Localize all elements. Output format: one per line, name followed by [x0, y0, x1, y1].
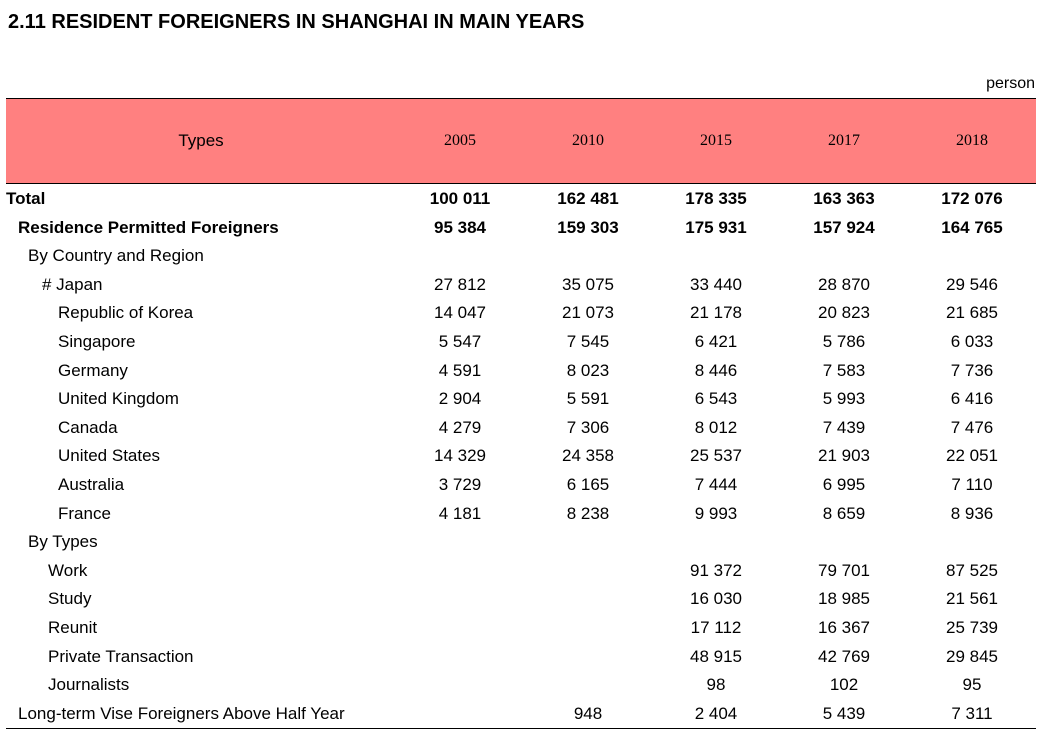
table-title: 2.11 RESIDENT FOREIGNERS IN SHANGHAI IN MAIN YEARS	[8, 11, 585, 33]
cell-2018: 7 736	[950, 360, 994, 380]
row-label: Australia	[58, 474, 125, 494]
cell-2018: 7 110	[951, 474, 993, 494]
cell-2015: 16 030	[690, 589, 742, 609]
cell-2017: 7 439	[822, 417, 866, 437]
cell-2015: 6 421	[694, 331, 738, 351]
table-body	[6, 185, 1036, 728]
table-row	[6, 185, 1036, 214]
cell-2015: 2 404	[694, 703, 738, 723]
cell-2005: 4 181	[438, 503, 482, 523]
cell-2017: 8 659	[822, 503, 866, 523]
cell-2010: 21 073	[562, 303, 614, 323]
row-label: Long-term Vise Foreigners Above Half Year	[18, 703, 345, 723]
row-label: Canada	[58, 417, 118, 437]
cell-2010: 7 545	[566, 331, 610, 351]
table-row	[6, 357, 1036, 386]
cell-2017: 42 769	[818, 646, 870, 666]
row-label: By Country and Region	[28, 246, 204, 266]
cell-2010: 7 306	[566, 417, 610, 437]
table-row	[6, 442, 1036, 471]
table-row	[6, 271, 1036, 300]
table-row	[6, 671, 1036, 700]
cell-2010: 159 303	[557, 217, 619, 237]
cell-2005: 14 047	[434, 303, 486, 323]
row-label: Singapore	[58, 331, 136, 351]
cell-2010: 8 023	[566, 360, 610, 380]
cell-2005: 4 591	[438, 360, 482, 380]
cell-2005: 5 547	[438, 331, 482, 351]
cell-2017: 6 995	[822, 474, 866, 494]
unit-label: person	[986, 75, 1035, 92]
cell-2017: 157 924	[813, 217, 875, 237]
cell-2018: 7 311	[951, 703, 993, 723]
header-year-2018: 2018	[956, 132, 988, 149]
cell-2017: 163 363	[813, 189, 875, 208]
row-label: United States	[58, 446, 161, 466]
cell-2005: 95 384	[434, 217, 486, 237]
cell-2017: 79 701	[818, 560, 870, 580]
row-label: Journalists	[48, 675, 130, 695]
cell-2018: 25 739	[946, 617, 998, 637]
cell-2010: 5 591	[566, 389, 610, 409]
row-label: Private Transaction	[48, 646, 194, 666]
table-row	[6, 299, 1036, 328]
cell-2017: 16 367	[818, 617, 870, 637]
table-row	[6, 700, 1036, 729]
row-label: Study	[48, 589, 92, 609]
cell-2018: 29 845	[946, 646, 998, 666]
cell-2018: 22 051	[946, 446, 998, 466]
cell-2015: 33 440	[690, 274, 742, 294]
cell-2018: 29 546	[946, 274, 998, 294]
cell-2017: 21 903	[818, 446, 870, 466]
header-year-2015: 2015	[700, 132, 732, 149]
table-row	[6, 614, 1036, 643]
cell-2018: 6 416	[950, 389, 994, 409]
cell-2015: 175 931	[685, 217, 747, 237]
cell-2017: 102	[829, 675, 859, 695]
cell-2015: 21 178	[690, 303, 742, 323]
row-label: Work	[48, 560, 88, 580]
cell-2018: 6 033	[950, 331, 994, 351]
row-label: Reunit	[48, 617, 98, 637]
cell-2015: 178 335	[685, 189, 747, 208]
cell-2018: 21 685	[946, 303, 998, 323]
header-types: Types	[178, 131, 224, 150]
cell-2015: 48 915	[690, 646, 742, 666]
cell-2015: 98	[706, 675, 726, 695]
cell-2017: 5 786	[822, 331, 866, 351]
cell-2017: 20 823	[818, 303, 870, 323]
table-row	[6, 414, 1036, 443]
cell-2010: 8 238	[566, 503, 610, 523]
cell-2005: 27 812	[434, 274, 486, 294]
cell-2018: 95	[962, 675, 982, 695]
header-year-2010: 2010	[572, 132, 604, 149]
cell-2018: 8 936	[950, 503, 994, 523]
cell-2005: 4 279	[438, 417, 482, 437]
cell-2005: 100 011	[429, 189, 491, 208]
cell-2015: 9 993	[694, 503, 738, 523]
cell-2015: 91 372	[690, 560, 742, 580]
cell-2005: 2 904	[438, 389, 482, 409]
cell-2010: 6 165	[566, 474, 610, 494]
row-label: Germany	[58, 360, 128, 380]
cell-2015: 25 537	[690, 446, 742, 466]
table-row	[6, 500, 1036, 529]
table-row	[6, 528, 1036, 557]
cell-2005: 3 729	[438, 474, 482, 494]
table-row	[6, 585, 1036, 614]
row-label: Residence Permitted Foreigners	[18, 217, 279, 237]
table-header	[6, 98, 1036, 184]
cell-2017: 28 870	[818, 274, 870, 294]
row-label: # Japan	[42, 274, 103, 294]
cell-2005: 14 329	[434, 446, 486, 466]
cell-2018: 7 476	[950, 417, 994, 437]
cell-2010: 24 358	[562, 446, 614, 466]
table-row	[6, 557, 1036, 586]
table-row	[6, 385, 1036, 414]
cell-2017: 18 985	[818, 589, 870, 609]
cell-2010: 162 481	[557, 189, 619, 208]
cell-2017: 5 439	[822, 703, 866, 723]
cell-2017: 7 583	[822, 360, 866, 380]
table-row	[6, 471, 1036, 500]
header-year-2017: 2017	[828, 132, 860, 149]
table-row	[6, 328, 1036, 357]
header-year-2005: 2005	[444, 132, 476, 149]
cell-2015: 8 012	[694, 417, 738, 437]
table-row	[6, 242, 1036, 271]
table-row	[6, 214, 1036, 243]
cell-2015: 17 112	[690, 617, 742, 637]
row-label: United Kingdom	[58, 389, 179, 409]
cell-2018: 164 765	[941, 217, 1003, 237]
cell-2015: 6 543	[694, 389, 738, 409]
row-label: Republic of Korea	[58, 303, 194, 323]
cell-2010: 35 075	[562, 274, 614, 294]
row-label: By Types	[28, 532, 98, 552]
cell-2018: 87 525	[946, 560, 998, 580]
cell-2015: 8 446	[694, 360, 738, 380]
row-label: France	[58, 503, 111, 523]
table-row	[6, 643, 1036, 672]
bottom-rule	[6, 728, 1036, 729]
cell-2010: 948	[573, 703, 603, 723]
cell-2018: 172 076	[941, 189, 1003, 208]
cell-2017: 5 993	[822, 389, 866, 409]
cell-2018: 21 561	[946, 589, 998, 609]
cell-2015: 7 444	[694, 474, 738, 494]
row-label: Total	[6, 189, 46, 208]
